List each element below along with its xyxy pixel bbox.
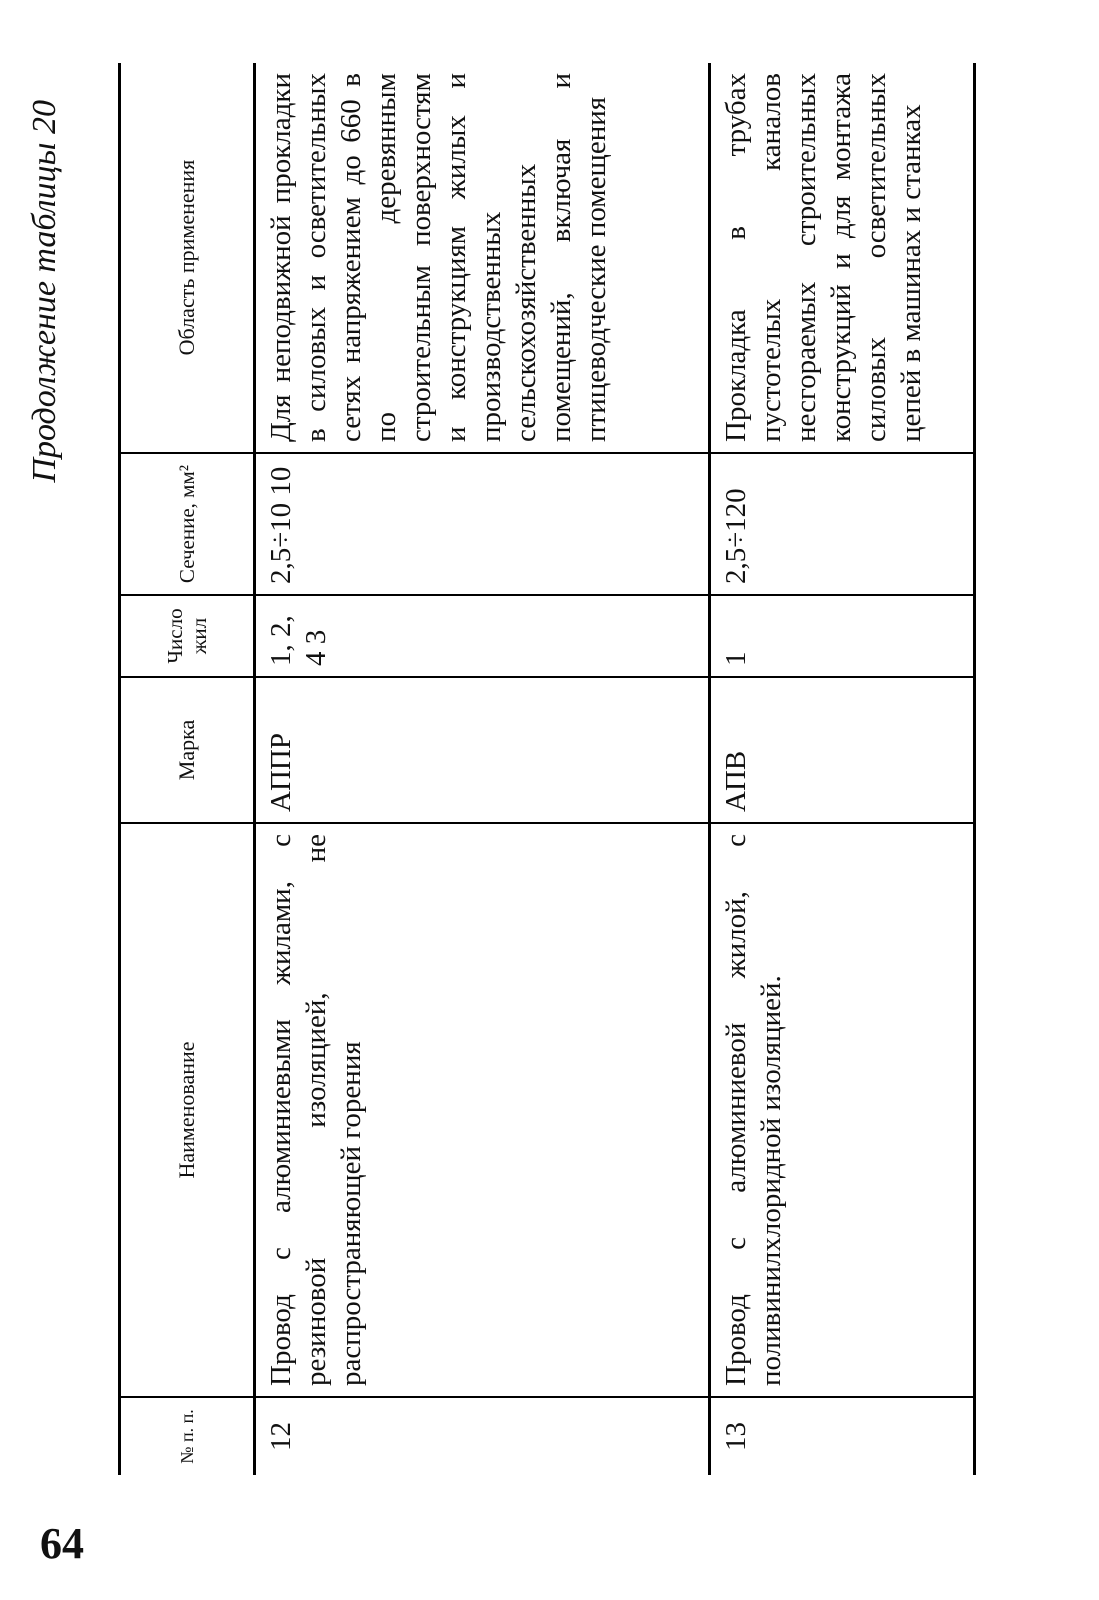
row-cores: 1 — [710, 595, 975, 677]
header-mark: Марка — [120, 677, 255, 823]
row-section: 2,5÷120 — [710, 453, 975, 595]
row-num: 12 — [265, 1422, 297, 1451]
row-name: Провод с алюминиевой жилой, с поливинилхлоридной изоляцией. — [710, 823, 975, 1397]
header-num: № п. п. — [120, 1397, 255, 1475]
header-name: Наименование — [120, 823, 255, 1397]
cable-table — [118, 63, 976, 1475]
row-cores: 1, 2, 4 3 — [255, 595, 710, 677]
row-num: 13 — [710, 1397, 975, 1475]
header-area: Область применения — [120, 63, 255, 453]
row-mark: АПВ — [710, 677, 975, 823]
row-area: Для неподвижной прокладки в силовых и осветительных сетях напряжением до 660 в по деревянным строительным поверхностям и конструкциям жилых и производственных сельскохозяйственных помещений, включая и птицеводческие помещения — [255, 63, 710, 453]
header-section: Сечение, мм² — [120, 453, 255, 595]
continuation-title: Продолжение таблицы 20 — [26, 100, 63, 483]
row-section: 2,5÷10 10 — [255, 453, 710, 595]
row-area: Прокладка в трубах пустотелых каналов несгораемых строительных конструкций и для монтажа силовых осветительных цепей в машинах и станках — [710, 63, 975, 453]
header-cores: Число жил — [120, 595, 255, 677]
page-number: 64 — [40, 1519, 84, 1568]
table-row — [710, 63, 975, 1475]
table-row — [255, 63, 710, 1475]
row-name: Провод с алюминиевыми жилами, с резиновой изоляцией, не распространяющей горения — [255, 823, 710, 1397]
header-row — [120, 63, 255, 1475]
row-mark: АППР — [255, 677, 710, 823]
